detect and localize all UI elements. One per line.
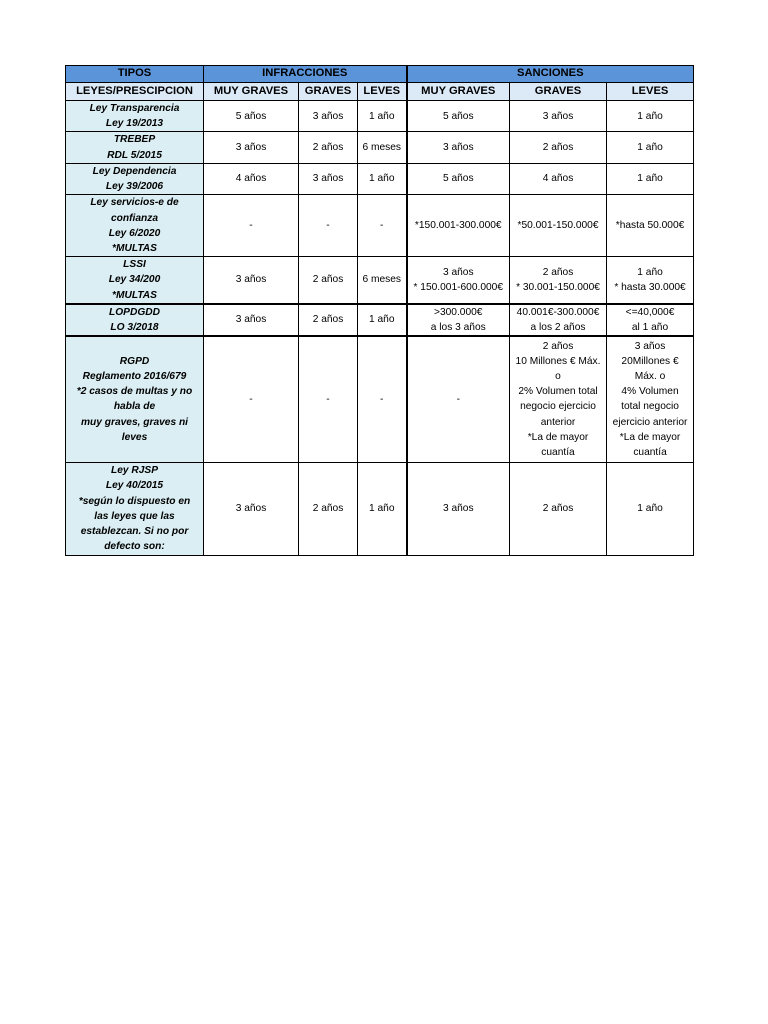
cell-line: - bbox=[249, 393, 253, 405]
cell-line: 1 año bbox=[369, 110, 395, 122]
cell-line: 2% Volumen total bbox=[518, 386, 598, 398]
cell-line: 3 años bbox=[634, 340, 666, 352]
table-row bbox=[66, 101, 694, 132]
header-inf-graves: GRAVES bbox=[299, 83, 358, 101]
law-line: LO 3/2018 bbox=[110, 322, 159, 334]
cell-san-leves bbox=[607, 462, 694, 555]
cell-inf-graves bbox=[299, 336, 358, 462]
cell-san-muy-graves bbox=[407, 163, 510, 194]
cell-line: total negocio bbox=[621, 401, 679, 413]
cell-san-leves bbox=[607, 195, 694, 257]
cell-inf-leves bbox=[358, 101, 407, 132]
header-leyes: LEYES/PRESCIPCION bbox=[66, 83, 204, 101]
cell-san-leves bbox=[607, 101, 694, 132]
law-line: RDL 5/2015 bbox=[107, 149, 162, 161]
cell-line: cuantía bbox=[541, 447, 575, 459]
law-line: LSSI bbox=[123, 259, 146, 271]
cell-san-graves bbox=[510, 195, 607, 257]
cell-line: 2 años bbox=[542, 340, 574, 352]
cell-line: 1 año bbox=[637, 503, 663, 515]
cell-san-leves bbox=[607, 132, 694, 163]
table-row bbox=[66, 304, 694, 336]
header-san-leves: LEVES bbox=[607, 83, 694, 101]
cell-inf-muy-graves bbox=[204, 462, 299, 555]
cell-san-leves bbox=[607, 304, 694, 336]
cell-inf-leves bbox=[358, 257, 407, 304]
cell-line: 5 años bbox=[235, 110, 267, 122]
cell-line: 4% Volumen bbox=[621, 386, 679, 398]
cell-inf-muy-graves bbox=[204, 101, 299, 132]
cell-san-graves bbox=[510, 257, 607, 304]
cell-line: 3 años bbox=[235, 142, 267, 153]
cell-line: 20Millones € bbox=[621, 355, 679, 367]
cell-san-graves bbox=[510, 163, 607, 194]
law-line: Ley Dependencia bbox=[92, 165, 177, 177]
cell-line: 3 años bbox=[235, 274, 267, 286]
law-line: habla de bbox=[113, 401, 156, 413]
cell-line: <=40,000€ bbox=[625, 306, 675, 318]
law-cell bbox=[66, 462, 204, 555]
prescription-table bbox=[65, 65, 694, 556]
cell-line: Máx. o bbox=[634, 371, 666, 383]
law-line: Ley 34/200 bbox=[108, 274, 161, 286]
law-line: establezcan. Si no por bbox=[80, 525, 189, 537]
law-line: Ley 39/2006 bbox=[105, 181, 164, 193]
cell-san-muy-graves bbox=[407, 336, 510, 462]
cell-san-leves bbox=[607, 336, 694, 462]
cell-line: anterior bbox=[540, 416, 576, 428]
cell-inf-graves bbox=[299, 163, 358, 194]
cell-line: 4 años bbox=[235, 173, 267, 185]
cell-line: * 150.001-600.000€ bbox=[413, 282, 504, 294]
cell-line: 2 años bbox=[312, 142, 344, 153]
cell-line: - bbox=[456, 393, 460, 405]
cell-san-graves bbox=[510, 132, 607, 163]
cell-san-graves bbox=[510, 304, 607, 336]
cell-line: - bbox=[326, 393, 330, 405]
cell-line: *hasta 50.000€ bbox=[615, 220, 685, 232]
cell-san-muy-graves bbox=[407, 132, 510, 163]
cell-line: >300.000€ bbox=[434, 306, 483, 318]
cell-line: *50.001-150.000€ bbox=[517, 220, 599, 232]
law-line: Ley 40/2015 bbox=[105, 480, 164, 492]
law-line: LOPDGDD bbox=[109, 306, 160, 318]
cell-line: 1 año bbox=[369, 503, 395, 515]
cell-line: - bbox=[380, 393, 384, 405]
cell-san-leves bbox=[607, 257, 694, 304]
law-line: Ley 19/2013 bbox=[105, 118, 164, 130]
cell-inf-graves bbox=[299, 304, 358, 336]
cell-inf-graves bbox=[299, 462, 358, 555]
law-line: Ley RJSP bbox=[111, 465, 158, 477]
cell-inf-graves bbox=[299, 257, 358, 304]
cell-inf-graves bbox=[299, 195, 358, 257]
cell-line: - bbox=[326, 220, 330, 232]
cell-line: *La de mayor bbox=[527, 431, 589, 443]
cell-line: * hasta 30.000€ bbox=[614, 282, 686, 294]
law-line: *2 casos de multas y no bbox=[76, 386, 193, 398]
law-line: confianza bbox=[111, 212, 158, 224]
law-line: las leyes que las bbox=[94, 510, 175, 522]
header-tipos: TIPOS bbox=[66, 66, 204, 83]
cell-line: *150.001-300.000€ bbox=[414, 220, 502, 232]
header-san-graves: GRAVES bbox=[510, 83, 607, 101]
law-line: TREBEP bbox=[113, 134, 156, 146]
law-cell bbox=[66, 195, 204, 257]
cell-line: ejercicio anterior bbox=[612, 416, 688, 428]
cell-line: cuantía bbox=[633, 447, 667, 459]
cell-inf-graves bbox=[299, 132, 358, 163]
header-sanciones: SANCIONES bbox=[407, 66, 694, 83]
cell-line: 40.001€-300.000€ bbox=[516, 306, 600, 318]
cell-inf-graves bbox=[299, 101, 358, 132]
cell-san-muy-graves bbox=[407, 195, 510, 257]
cell-line: negocio ejercicio bbox=[520, 401, 596, 413]
cell-line: * 30.001-150.000€ bbox=[516, 282, 600, 294]
cell-san-muy-graves bbox=[407, 304, 510, 336]
law-line: defecto son: bbox=[104, 541, 165, 553]
table-row bbox=[66, 462, 694, 555]
table-body bbox=[66, 101, 694, 556]
cell-line: 1 año bbox=[637, 173, 663, 185]
cell-line: 3 años bbox=[235, 503, 267, 515]
cell-line: 2 años bbox=[312, 314, 344, 326]
table-row bbox=[66, 132, 694, 163]
cell-line: - bbox=[249, 220, 253, 232]
cell-line: 3 años bbox=[312, 110, 344, 122]
cell-line: 3 años bbox=[442, 142, 474, 153]
header-inf-leves: LEVES bbox=[358, 83, 407, 101]
cell-san-leves bbox=[607, 163, 694, 194]
cell-inf-muy-graves bbox=[204, 195, 299, 257]
cell-san-graves bbox=[510, 336, 607, 462]
header-inf-muy-graves: MUY GRAVES bbox=[204, 83, 299, 101]
cell-line: 1 año bbox=[369, 173, 395, 185]
cell-line: 1 año bbox=[637, 266, 663, 278]
cell-san-muy-graves bbox=[407, 257, 510, 304]
cell-line: a los 3 años bbox=[430, 322, 486, 334]
cell-inf-muy-graves bbox=[204, 163, 299, 194]
table-row bbox=[66, 336, 694, 462]
cell-line: 4 años bbox=[542, 173, 574, 185]
law-line: *según lo dispuesto en bbox=[78, 495, 191, 507]
cell-line: 2 años bbox=[312, 503, 344, 515]
cell-line: 2 años bbox=[542, 142, 574, 153]
cell-line: 10 Millones € Máx. bbox=[515, 355, 601, 367]
cell-inf-leves bbox=[358, 336, 407, 462]
law-cell bbox=[66, 163, 204, 194]
table-row bbox=[66, 257, 694, 304]
law-line: Ley servicios-e de bbox=[90, 197, 179, 209]
cell-san-muy-graves bbox=[407, 101, 510, 132]
cell-line: 3 años bbox=[442, 266, 474, 278]
cell-line: 6 meses bbox=[362, 274, 402, 286]
cell-line: 3 años bbox=[542, 110, 574, 122]
cell-line: 3 años bbox=[235, 314, 267, 326]
law-cell bbox=[66, 101, 204, 132]
cell-line: *La de mayor bbox=[619, 431, 681, 443]
header-san-muy-graves: MUY GRAVES bbox=[407, 83, 510, 101]
cell-inf-leves bbox=[358, 195, 407, 257]
cell-inf-leves bbox=[358, 132, 407, 163]
cell-line: 2 años bbox=[542, 266, 574, 278]
cell-san-graves bbox=[510, 462, 607, 555]
law-cell bbox=[66, 336, 204, 462]
cell-line: 5 años bbox=[442, 173, 474, 185]
cell-inf-leves bbox=[358, 462, 407, 555]
cell-line: 3 años bbox=[312, 173, 344, 185]
cell-inf-leves bbox=[358, 304, 407, 336]
cell-inf-muy-graves bbox=[204, 304, 299, 336]
cell-line: 1 año bbox=[637, 110, 663, 122]
cell-line: 2 años bbox=[312, 274, 344, 286]
law-line: leves bbox=[121, 431, 148, 443]
law-line: *MULTAS bbox=[112, 242, 157, 254]
cell-line: a los 2 años bbox=[530, 322, 586, 334]
cell-line: o bbox=[555, 371, 561, 383]
law-cell bbox=[66, 304, 204, 336]
law-line: *MULTAS bbox=[112, 289, 157, 301]
table-row bbox=[66, 195, 694, 257]
cell-line: 2 años bbox=[542, 503, 574, 515]
law-line: Reglamento 2016/679 bbox=[82, 371, 187, 383]
cell-san-graves bbox=[510, 101, 607, 132]
cell-inf-leves bbox=[358, 163, 407, 194]
cell-inf-muy-graves bbox=[204, 257, 299, 304]
law-cell bbox=[66, 132, 204, 163]
cell-line: 1 año bbox=[369, 314, 395, 326]
header-infracciones: INFRACCIONES bbox=[204, 66, 407, 83]
cell-inf-muy-graves bbox=[204, 132, 299, 163]
table-row bbox=[66, 163, 694, 194]
cell-line: 3 años bbox=[442, 503, 474, 515]
cell-line: 1 año bbox=[637, 142, 663, 153]
cell-line: 6 meses bbox=[362, 142, 402, 153]
law-line: Ley Transparencia bbox=[89, 103, 180, 114]
law-cell bbox=[66, 257, 204, 304]
law-line: Ley 6/2020 bbox=[108, 227, 161, 239]
cell-line: 5 años bbox=[442, 110, 474, 122]
law-line: muy graves, graves ni bbox=[80, 416, 189, 428]
cell-line: - bbox=[380, 220, 384, 232]
cell-san-muy-graves bbox=[407, 462, 510, 555]
law-line: RGPD bbox=[119, 355, 150, 367]
cell-inf-muy-graves bbox=[204, 336, 299, 462]
cell-line: al 1 año bbox=[631, 322, 669, 334]
